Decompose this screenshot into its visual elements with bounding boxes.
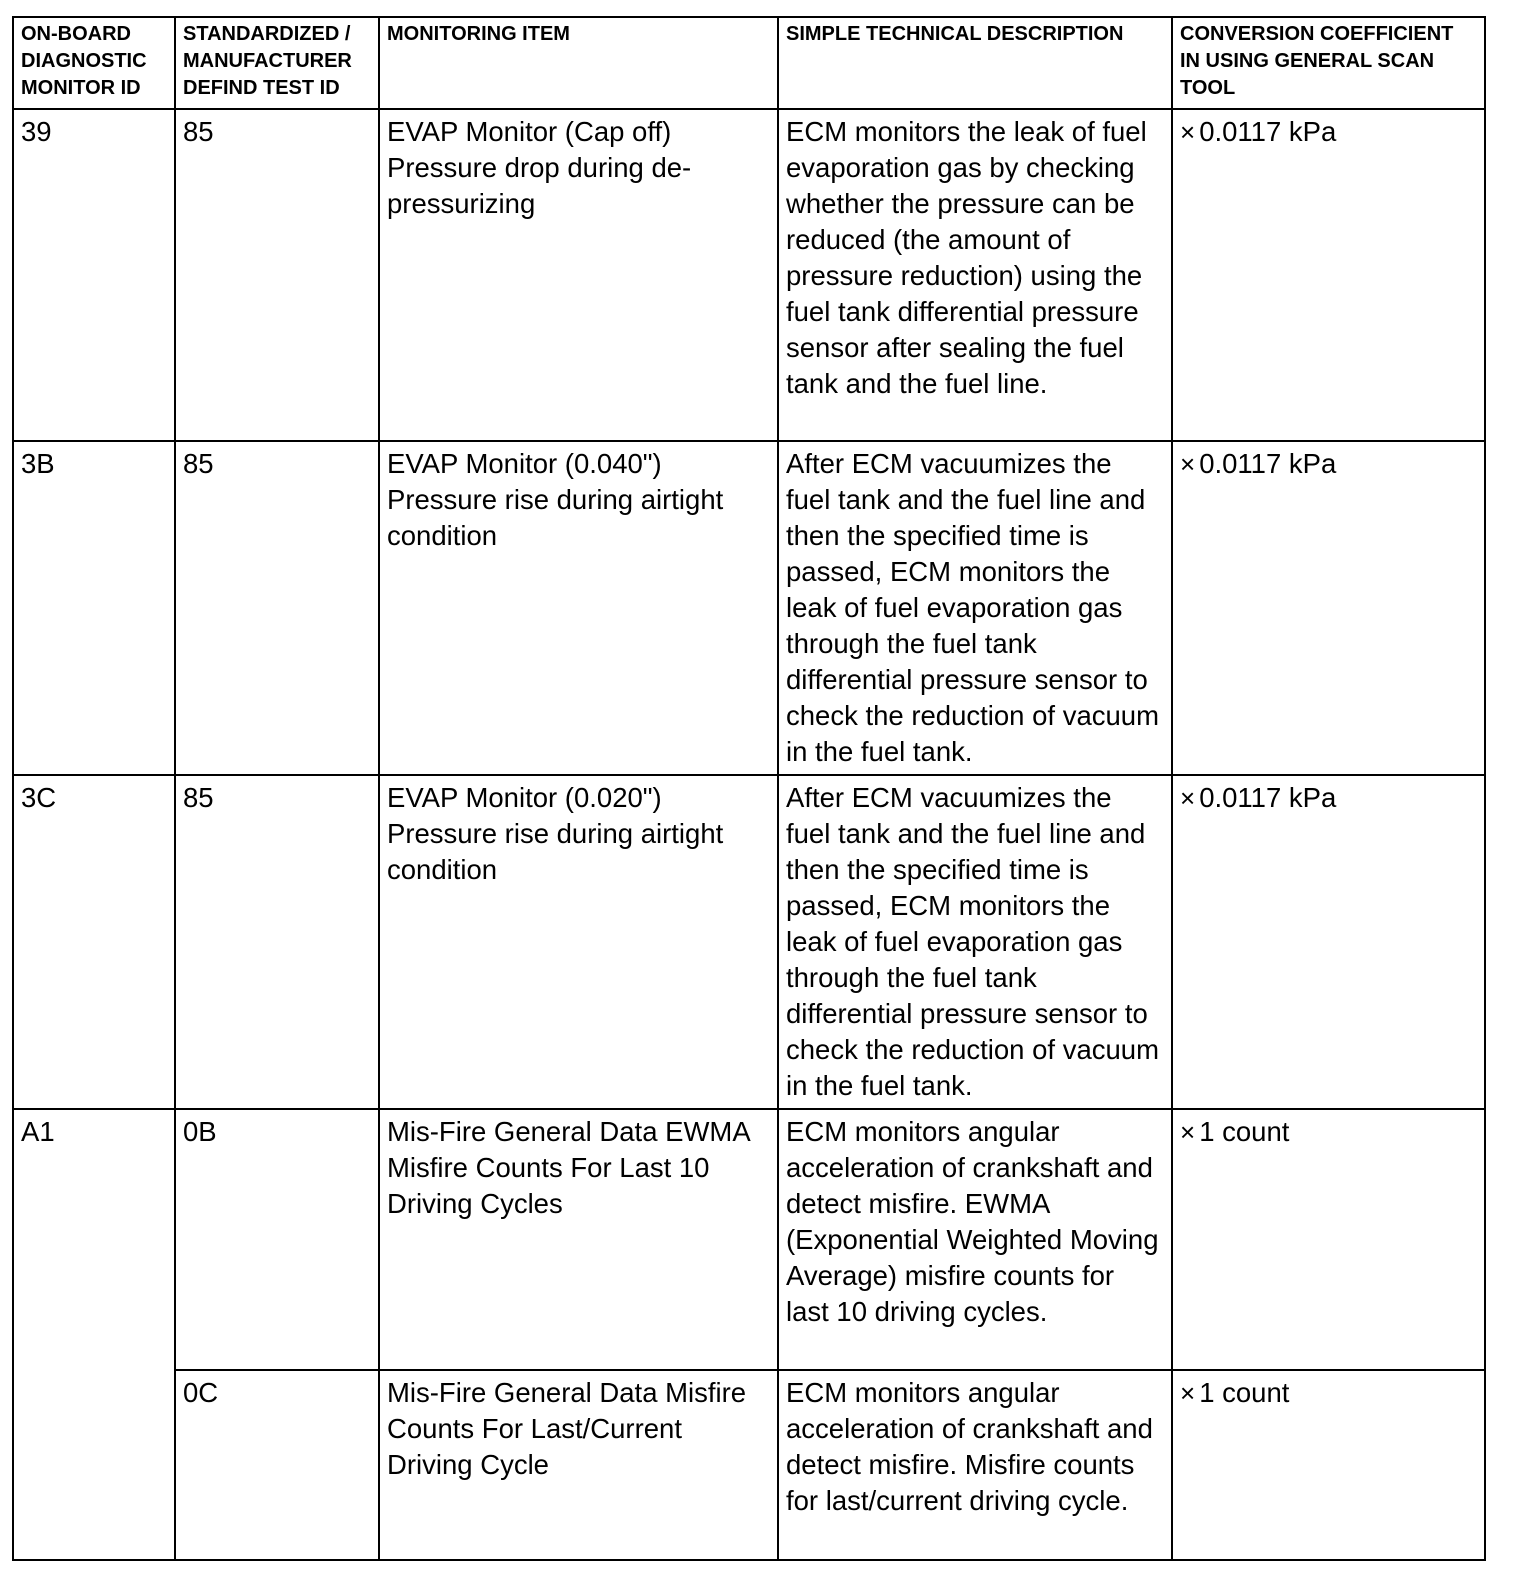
multiply-symbol: ×: [1180, 1117, 1196, 1147]
monitoring-item-cell: Mis-Fire General Data EWMA Misfire Counts For Last 10 Driving Cycles: [379, 1109, 778, 1370]
table-header-row: [13, 17, 1485, 109]
description-cell: ECM monitors angular acceleration of crankshaft and detect misfire. EWMA (Exponential Weighted Moving Average) misfire counts for last 10 driving cycles.: [778, 1109, 1172, 1370]
description-cell: After ECM vacuumizes the fuel tank and the fuel line and then the specified time is passed, ECM monitors the leak of fuel evaporation gas through the fuel tank differential pressure sensor to check the reduction of vacuum in the fuel tank.: [778, 441, 1172, 775]
coefficient-cell: [1172, 109, 1485, 441]
monitoring-item-cell: EVAP Monitor (0.040") Pressure rise during airtight condition: [379, 441, 778, 775]
test-id-cell: 0C: [175, 1370, 379, 1560]
table-row: [13, 1370, 1485, 1560]
coefficient-cell: [1172, 775, 1485, 1109]
coefficient-value: 0.0117 kPa: [1199, 116, 1337, 147]
monitor-id-cell: 3C: [13, 775, 175, 1109]
coefficient-value: 1 count: [1199, 1116, 1290, 1147]
monitor-id-cell: 39: [13, 109, 175, 441]
multiply-symbol: ×: [1180, 117, 1196, 147]
test-id-cell: 0B: [175, 1109, 379, 1370]
test-id-cell: 85: [175, 775, 379, 1109]
description-cell: ECM monitors angular acceleration of crankshaft and detect misfire. Misfire counts for last/current driving cycle.: [778, 1370, 1172, 1560]
description-cell: ECM monitors the leak of fuel evaporation gas by checking whether the pressure can be reduced (the amount of pressure reduction) using the fuel tank differential pressure sensor after sealing the fuel tank and the fuel line.: [778, 109, 1172, 441]
test-id-cell: 85: [175, 441, 379, 775]
coefficient-cell: [1172, 1370, 1485, 1560]
header-description: SIMPLE TECHNICAL DESCRIPTION: [778, 17, 1172, 109]
table-row: [13, 109, 1485, 441]
table-row: [13, 1109, 1485, 1370]
obd-monitor-table: [12, 16, 1486, 1561]
header-conversion-coefficient: CONVERSION COEFFICIENT IN USING GENERAL SCAN TOOL: [1172, 17, 1485, 109]
coefficient-value: 0.0117 kPa: [1199, 448, 1337, 479]
coefficient-value: 1 count: [1199, 1377, 1290, 1408]
header-monitoring-item: MONITORING ITEM: [379, 17, 778, 109]
multiply-symbol: ×: [1180, 449, 1196, 479]
monitoring-item-cell: EVAP Monitor (Cap off) Pressure drop during de-pressurizing: [379, 109, 778, 441]
table-row: [13, 775, 1485, 1109]
test-id-cell: 85: [175, 109, 379, 441]
monitoring-item-cell: EVAP Monitor (0.020") Pressure rise during airtight condition: [379, 775, 778, 1109]
header-test-id: STANDARDIZED / MANUFACTURER DEFIND TEST ID: [175, 17, 379, 109]
multiply-symbol: ×: [1180, 1378, 1196, 1408]
coefficient-value: 0.0117 kPa: [1199, 782, 1337, 813]
coefficient-cell: [1172, 1109, 1485, 1370]
monitor-id-cell: 3B: [13, 441, 175, 775]
table-row: [13, 441, 1485, 775]
description-cell: After ECM vacuumizes the fuel tank and the fuel line and then the specified time is passed, ECM monitors the leak of fuel evaporation gas through the fuel tank differential pressure sensor to check the reduction of vacuum in the fuel tank.: [778, 775, 1172, 1109]
coefficient-cell: [1172, 441, 1485, 775]
monitor-id-cell: A1: [13, 1109, 175, 1560]
multiply-symbol: ×: [1180, 783, 1196, 813]
header-monitor-id: ON-BOARD DIAGNOSTIC MONITOR ID: [13, 17, 175, 109]
monitoring-item-cell: Mis-Fire General Data Misfire Counts For Last/Current Driving Cycle: [379, 1370, 778, 1560]
